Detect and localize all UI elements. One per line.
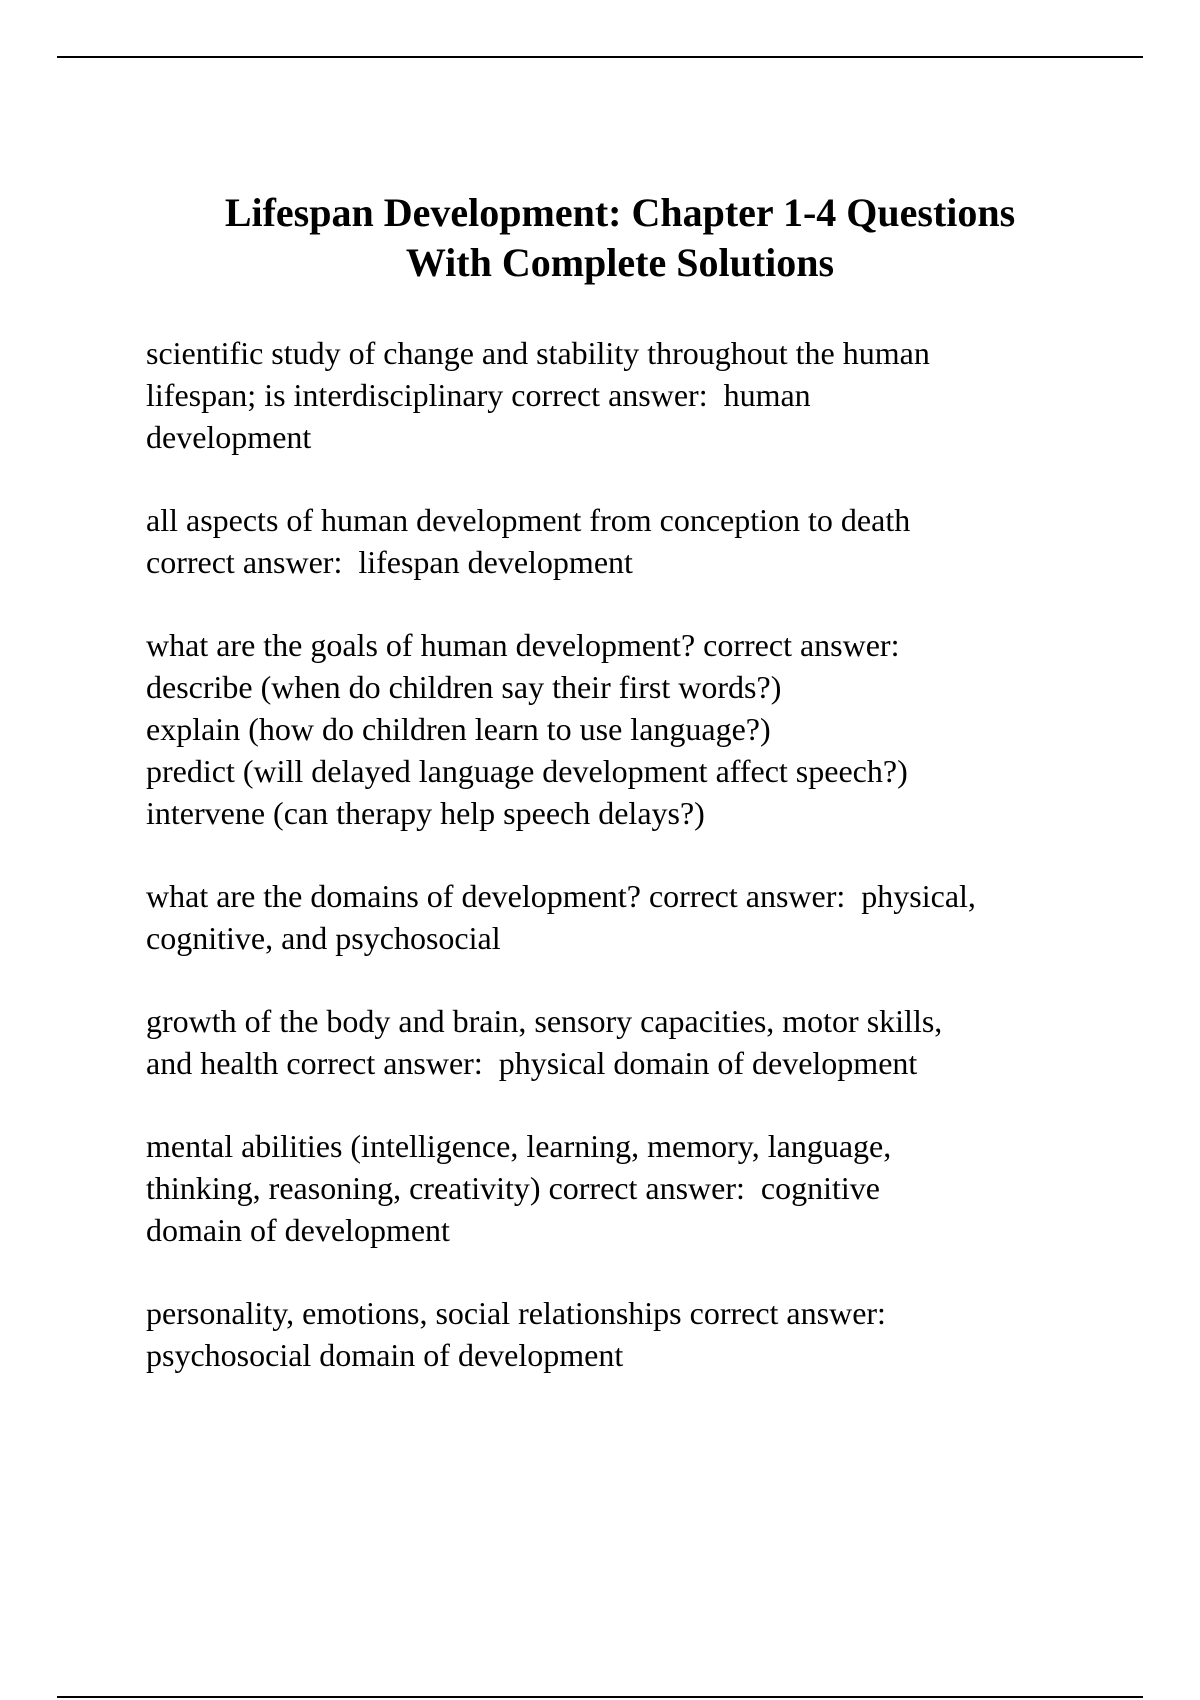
qa-line: correct answer: lifespan development [146,544,633,580]
qa-line: scientific study of change and stability throughout the human [146,335,930,371]
question-answer-list [146,332,1146,1417]
title-line-1: Lifespan Development: Chapter 1-4 Questions [224,190,1016,235]
qa-line: psychosocial domain of development [146,1337,624,1373]
qa-line: predict (will delayed language development affect speech?) [146,753,908,789]
top-divider [57,56,1143,58]
qa-line: describe (when do children say their first words?) [146,669,782,705]
qa-line: growth of the body and brain, sensory capacities, motor skills, [146,1003,943,1039]
qa-line: cognitive, and psychosocial [146,920,501,956]
qa-item-human-development [146,332,1146,458]
qa-item-goals [146,624,1146,834]
qa-item-cognitive-domain [146,1125,1146,1251]
document-title [100,188,1140,288]
qa-line: what are the goals of human development? correct answer: [146,627,900,663]
qa-item-domains [146,875,1146,959]
qa-item-psychosocial-domain [146,1292,1146,1376]
qa-line: personality, emotions, social relationships correct answer: [146,1295,886,1331]
qa-line: and health correct answer: physical domain of development [146,1045,918,1081]
qa-line: lifespan; is interdisciplinary correct answer: human [146,377,811,413]
qa-line: intervene (can therapy help speech delays?) [146,795,705,831]
qa-line: what are the domains of development? correct answer: physical, [146,878,976,914]
qa-line: domain of development [146,1212,450,1248]
qa-item-lifespan-development [146,499,1146,583]
qa-line: mental abilities (intelligence, learning, memory, language, [146,1128,892,1164]
qa-line: development [146,419,312,455]
bottom-divider [57,1696,1143,1698]
title-line-2: With Complete Solutions [405,240,835,285]
qa-item-physical-domain [146,1000,1146,1084]
qa-line: thinking, reasoning, creativity) correct answer: cognitive [146,1170,880,1206]
qa-line: all aspects of human development from conception to death [146,502,911,538]
qa-line: explain (how do children learn to use language?) [146,711,771,747]
